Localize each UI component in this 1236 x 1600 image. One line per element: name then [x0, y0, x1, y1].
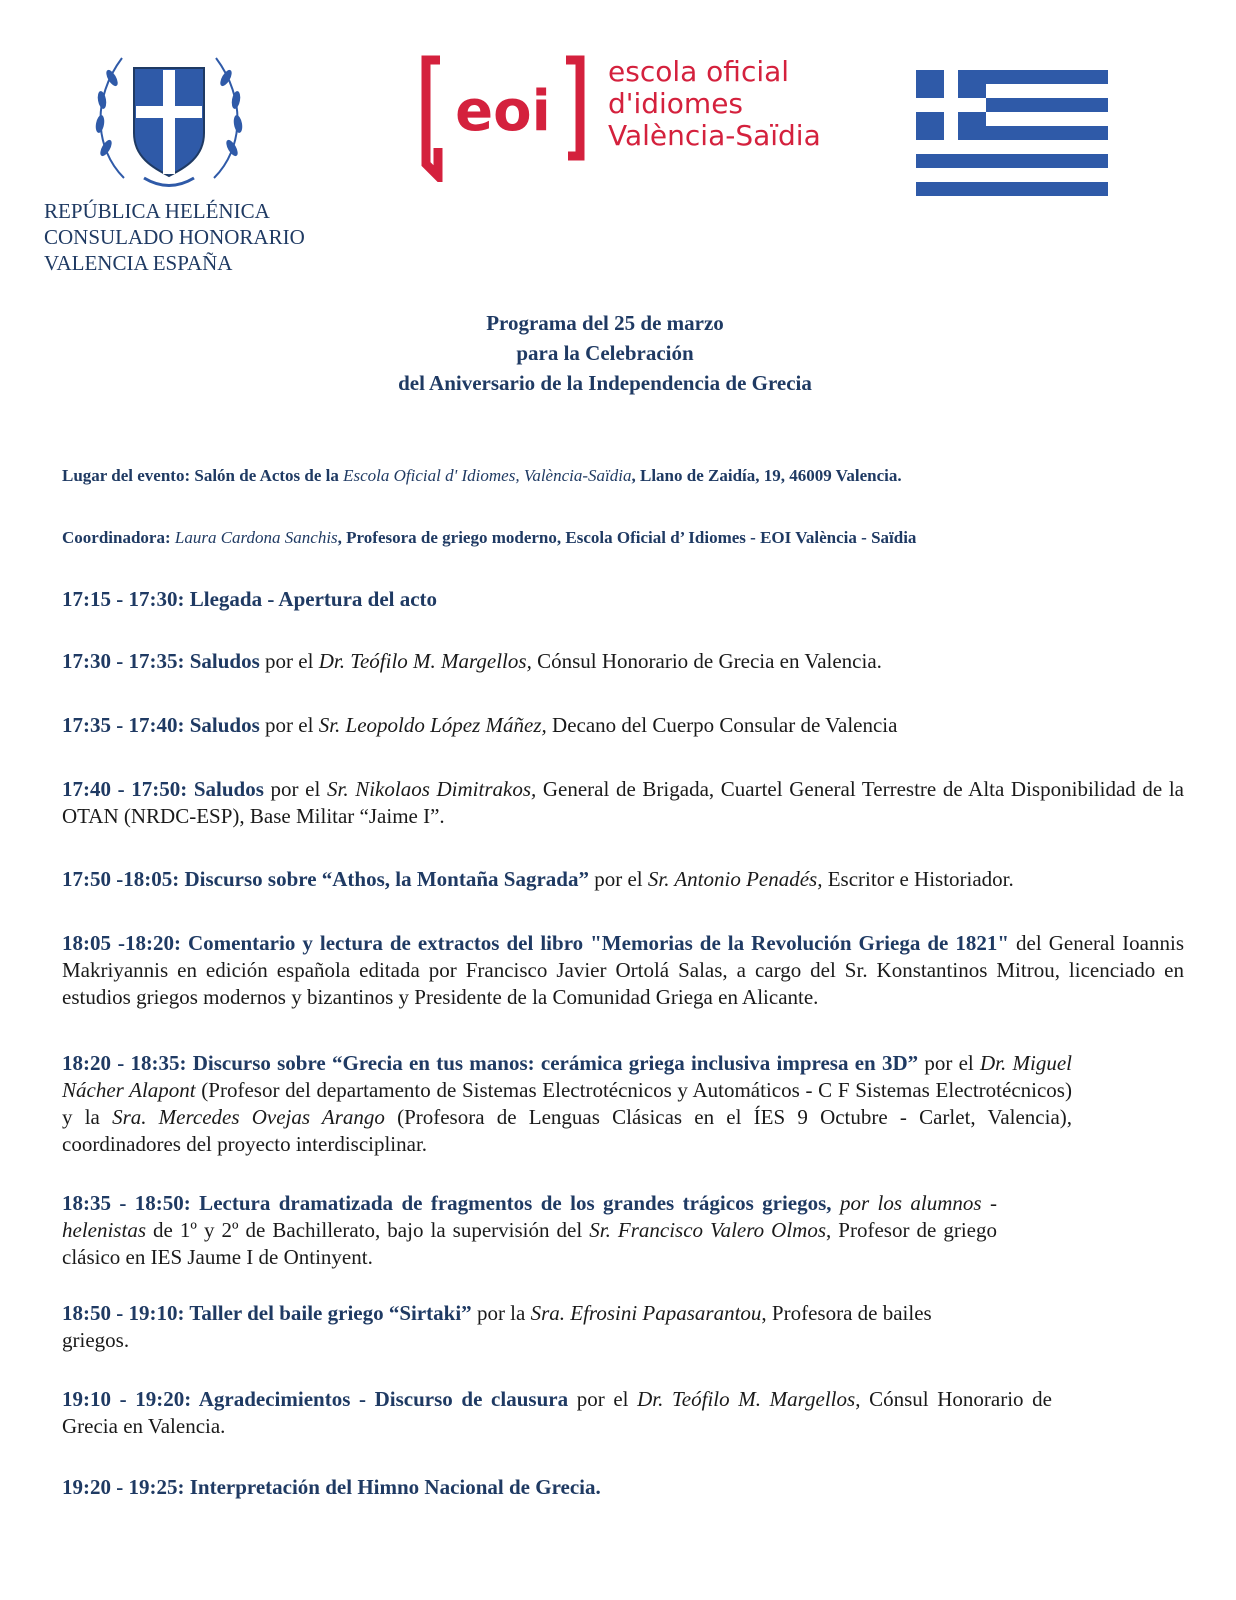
event-coordinator [62, 528, 916, 548]
program-time: 17:15 - 17:30: [62, 587, 185, 611]
venue-name: Escola Oficial d' Idiomes, València-Saïdia [343, 466, 632, 485]
program-title: Comentario y lectura de extractos del libro "Memorias de la Revolución Griega de 1821" [181, 931, 1010, 955]
program-title: Saludos [187, 777, 264, 801]
program-time: 18:50 - 19:10: [62, 1301, 185, 1325]
program-text: por el [568, 1387, 638, 1411]
speaker-name: Dr. Teófilo M. Margellos, [318, 649, 532, 673]
program-time: 18:35 - 18:50: [62, 1191, 191, 1215]
consulate-heading [44, 198, 305, 276]
title-line: del Aniversario de la Independencia de Grecia [398, 371, 812, 395]
program-title: Discurso sobre “Athos, la Montaña Sagrada” [179, 867, 589, 891]
program-item [62, 866, 1014, 893]
program-text: Cónsul Honorario de Grecia en Valencia. [531, 649, 882, 673]
page-title [0, 308, 1210, 398]
program-text: Decano del Cuerpo Consular de Valencia [546, 713, 898, 737]
program-text: , Cónsul Honorario de Grecia en Valencia. [62, 1387, 1052, 1438]
eoi-mark [418, 52, 588, 182]
program-item [62, 1386, 1052, 1440]
program-item [62, 1300, 997, 1354]
program-text: Escritor e Historiador. [822, 867, 1014, 891]
program-item [62, 1474, 601, 1501]
program-text: por el [588, 867, 648, 891]
program-time: 17:50 -18:05: [62, 867, 180, 891]
eoi-line: València-Saïdia [608, 119, 821, 152]
eoi-logo [418, 52, 838, 182]
greek-flag [916, 70, 1108, 196]
eoi-line: d'idiomes [608, 87, 744, 120]
program-text: , Profesor de griego clásico en IES Jaume I de Ontinyent. [62, 1218, 997, 1269]
program-title: Llegada - Apertura del acto [184, 587, 438, 611]
program-item [62, 776, 1184, 830]
greek-coat-of-arms [84, 28, 254, 198]
program-item [62, 930, 1184, 1011]
program-title: Interpretación del Himno Nacional de Grecia. [184, 1475, 601, 1499]
venue-address: , Llano de Zaidía, 19, 46009 Valencia. [631, 466, 902, 485]
program-text: por el [263, 777, 327, 801]
program-time: 17:30 - 17:35: [62, 649, 185, 673]
event-venue [62, 466, 902, 486]
program-time: 17:40 - 17:50: [62, 777, 188, 801]
eoi-line: escola oficial [608, 55, 790, 88]
coordinator-label: Coordinadora: [62, 528, 175, 547]
program-text: por la [471, 1301, 531, 1325]
speaker-name: Sr. Francisco Valero Olmos [589, 1218, 826, 1242]
program-time: 19:20 - 19:25: [62, 1475, 185, 1499]
program-item [62, 1050, 1072, 1158]
speaker-name: Sra. Efrosini Papasarantou [530, 1301, 762, 1325]
program-item [62, 648, 882, 675]
program-title: Discurso sobre “Grecia en tus manos: cerámica griega inclusiva impresa en 3D” [186, 1051, 919, 1075]
coordinator-role: , Profesora de griego moderno, Escola Oficial d’ Idiomes - EOI València - Saïdia [337, 528, 917, 547]
speaker-name: Dr. Teófilo M. Margellos [637, 1387, 856, 1411]
program-title: Saludos [184, 649, 260, 673]
venue-label: Lugar del evento: Salón de Actos de la [62, 466, 344, 485]
consulate-line: CONSULADO HONORARIO [44, 225, 305, 249]
program-item [62, 712, 897, 739]
title-line: para la Celebración [516, 341, 694, 365]
speaker-name: Sr. Leopoldo López Máñez, [318, 713, 547, 737]
program-title: Taller del baile griego “Sirtaki” [184, 1301, 472, 1325]
title-line: Programa del 25 de marzo [486, 311, 724, 335]
program-text: del General Ioannis Makriyannis en edición española editada por Francisco Javier Ortolá Salas, a cargo del Sr. Konstantinos Mitrou, licenciado en estudios griegos modernos y bizantinos y Presidente de la Comunidad Griega en Alicante. [62, 931, 1184, 1009]
program-time: 17:35 - 17:40: [62, 713, 185, 737]
program-text: General de Brigada, Cuartel General Terrestre de Alta Disponibilidad de la OTAN (NRDC-ESP), Base Militar “Jaime I”. [62, 777, 1185, 828]
program-time: 18:05 -18:20: [62, 931, 181, 955]
program-title: Lectura dramatizada de fragmentos de los grandes trágicos griegos, [190, 1191, 832, 1215]
program-text: (Profesora de Lenguas Clásicas en el ÍES 9 Octubre - Carlet, Valencia), coordinadores del proyecto interdisciplinar. [62, 1105, 1073, 1156]
coordinator-name: Laura Cardona Sanchis [174, 528, 338, 547]
program-text: por el [259, 649, 319, 673]
speaker-name: Sra. Mercedes Ovejas Arango [112, 1105, 385, 1129]
program-text: (Profesor del departamento de Sistemas Electrotécnicos y Automáticos - C F Sistemas Electrotécnicos) y la [62, 1078, 1072, 1129]
eoi-mark-text: eoi [455, 79, 551, 144]
consulate-line: REPÚBLICA HELÉNICA [44, 199, 270, 223]
consulate-line: VALENCIA ESPAÑA [44, 251, 233, 275]
program-text: , Profesora de bailes griegos. [62, 1301, 932, 1352]
program-title: Agradecimientos - Discurso de clausura [191, 1387, 569, 1411]
program-text: por el [918, 1051, 981, 1075]
speaker-name: Sr. Antonio Penadés, [647, 867, 823, 891]
program-text: por el [259, 713, 319, 737]
speaker-name: Dr. Miguel Nácher Alapont [62, 1051, 1073, 1102]
program-time: 19:10 - 19:20: [62, 1387, 192, 1411]
participants: por los alumnos - helenistas [62, 1191, 997, 1242]
program-item [62, 1190, 997, 1271]
program-time: 18:20 - 18:35: [62, 1051, 187, 1075]
program-text: de 1º y 2º de Bachillerato, bajo la supervisión del [146, 1218, 590, 1242]
speaker-name: Sr. Nikolaos Dimitrakos, [326, 777, 537, 801]
program-title: Saludos [184, 713, 260, 737]
program-item [62, 586, 437, 613]
